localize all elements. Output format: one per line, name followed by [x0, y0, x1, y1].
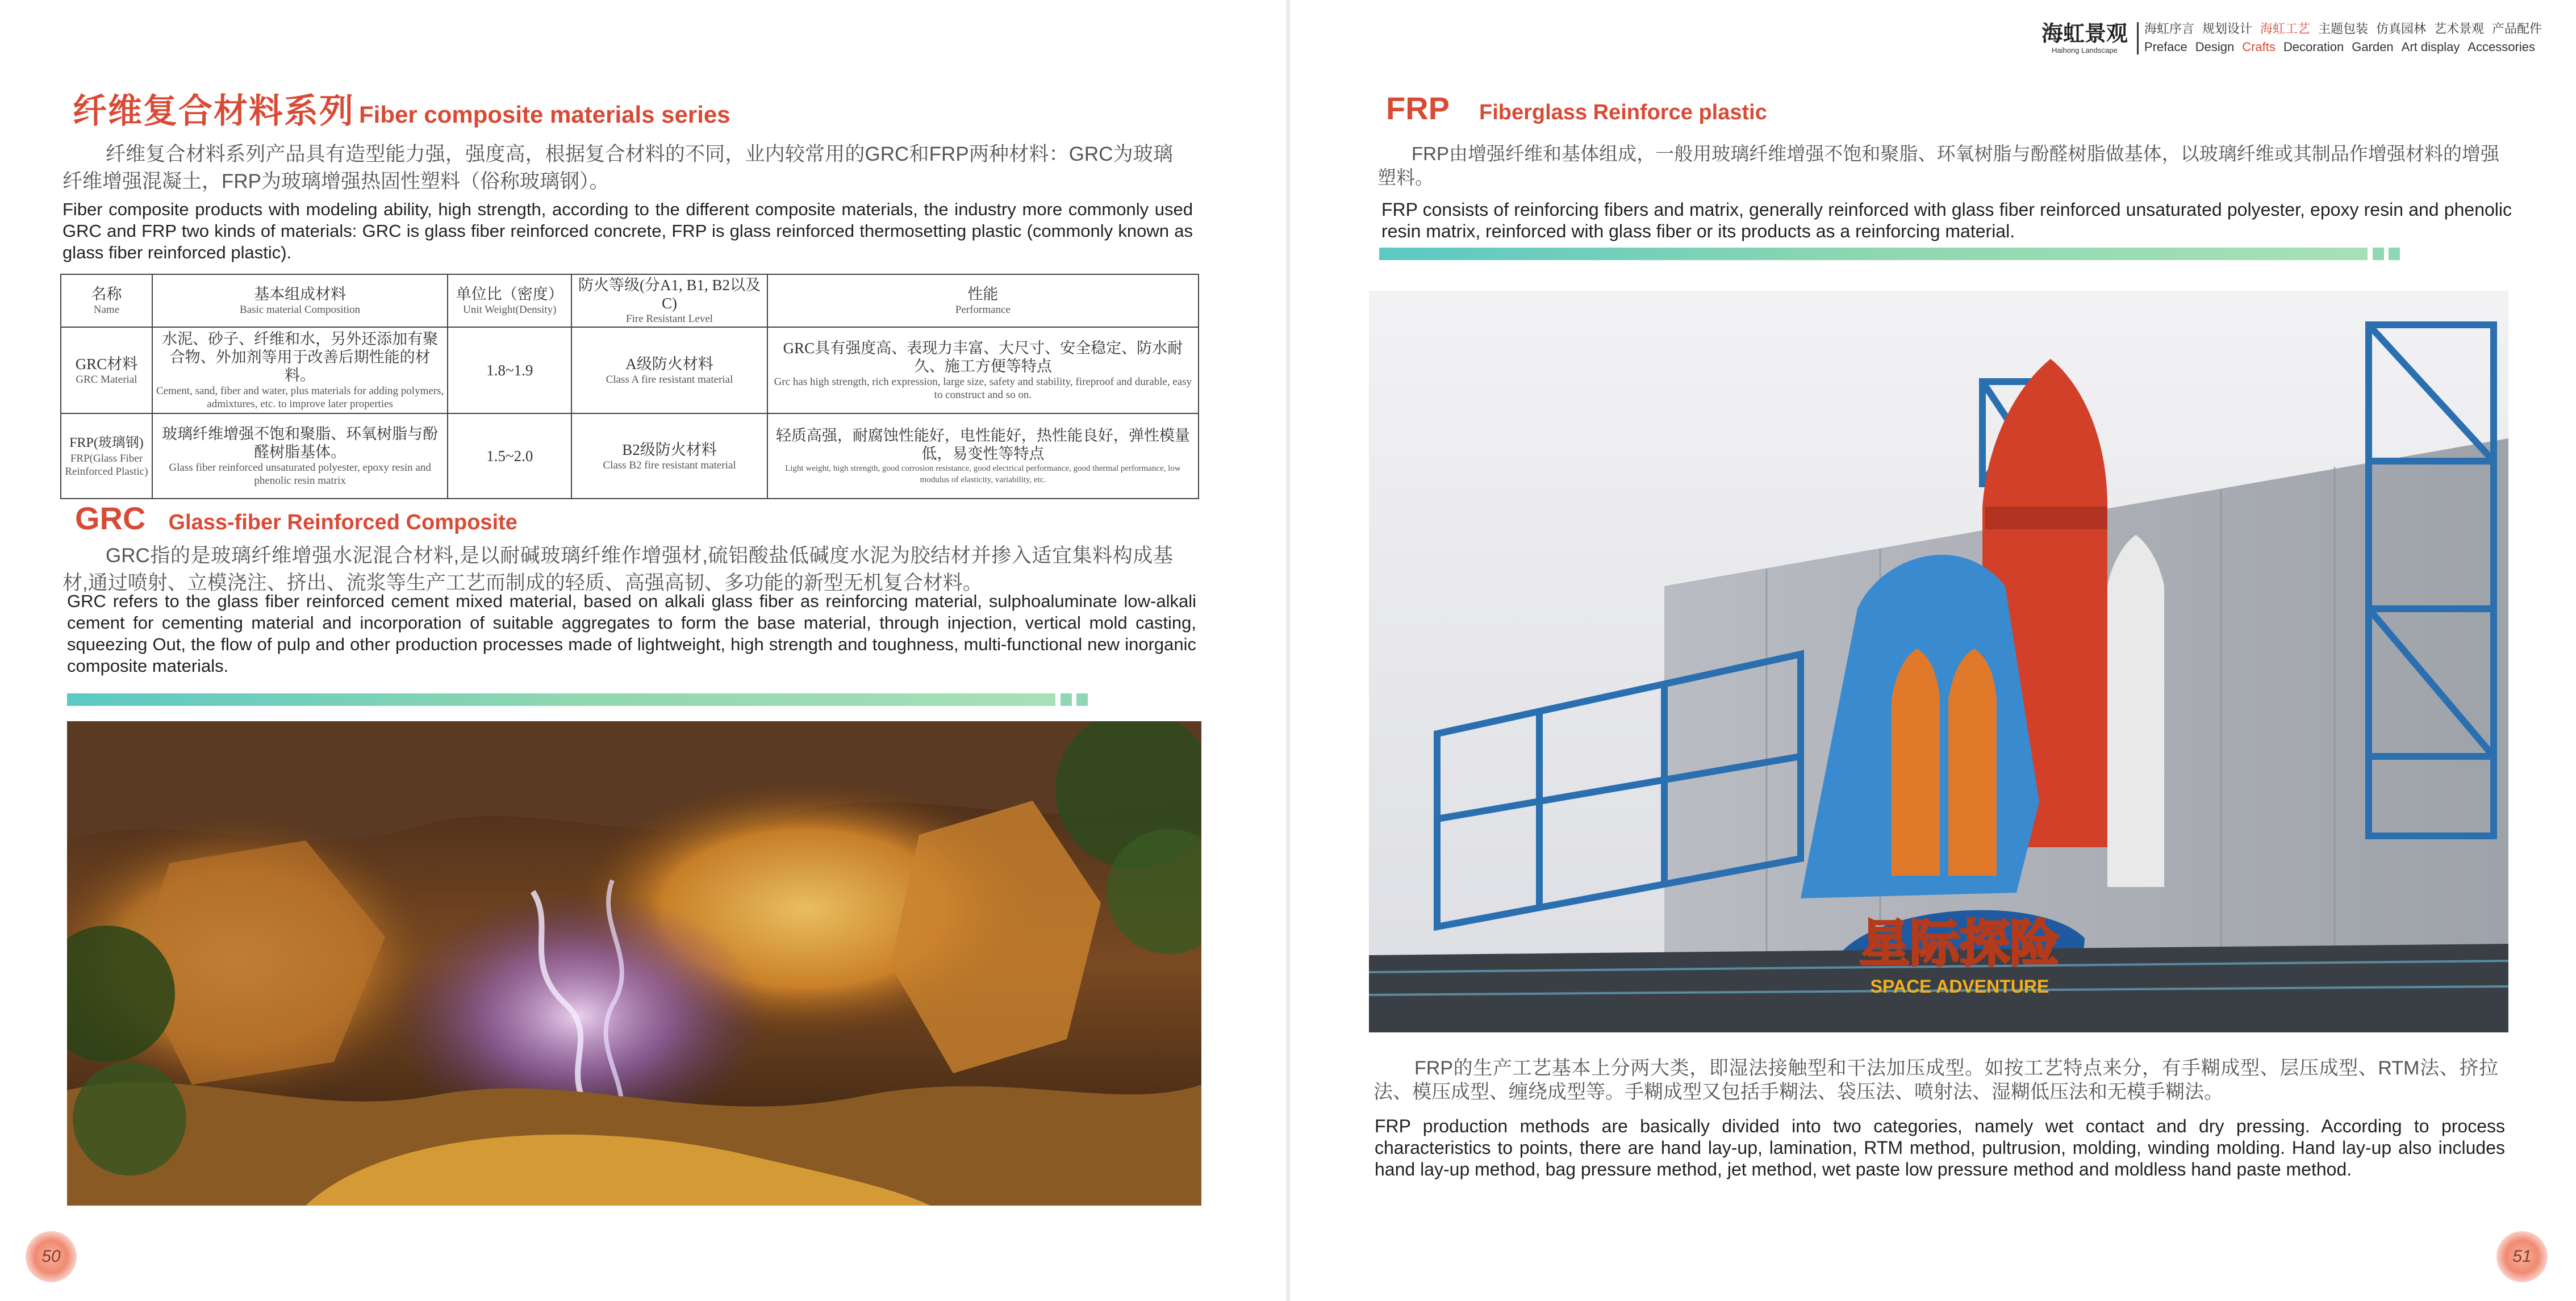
table-cell-name: GRC材料 GRC Material — [61, 327, 152, 413]
section-title-cn: 纤维复合材料系列 — [73, 92, 354, 130]
grc-grotto-photo — [67, 721, 1201, 1206]
grc-subtitle: Glass-fiber Reinforced Composite — [168, 511, 517, 534]
page-spine — [1286, 0, 1291, 1301]
nav-item-accessories[interactable]: Accessories — [2468, 40, 2535, 54]
nav-item-art-display-cn[interactable]: 艺术景观 — [2433, 22, 2484, 36]
grc-cn: GRC指的是玻璃纤维增强水泥混合材料,是以耐碱玻璃纤维作增强材,硫铝酸盐低碱度水泥为胶结材并掺入适宜集料构成基材,通过喷射、立模浇注、挤出、流浆等生产工艺而制成的轻质、高强高韧、多功能的新型无机复合材料。 — [62, 545, 1173, 594]
section-title-en: Fiber composite materials series — [359, 101, 730, 128]
frp-subtitle: Fiberglass Reinforce plastic — [1479, 101, 1767, 124]
accent-bar — [1379, 248, 2368, 260]
table-cell-composition: 玻璃纤维增强不饱和聚脂、环氧树脂与酚醛树脂基体。 Glass fiber reinforced unsaturated polyester, epoxy resin and phenolic resin matrix — [152, 413, 448, 499]
accent-square — [2373, 248, 2384, 260]
table-row — [61, 327, 1199, 413]
nav-item-design[interactable]: Design — [2195, 40, 2235, 54]
table-cell-density: 1.8~1.9 — [448, 327, 571, 413]
frp-rocket-photo — [1369, 291, 2508, 1032]
photo-sign-cn: 星际探险 — [1859, 915, 2060, 972]
nav-item-garden-cn[interactable]: 仿真园林 — [2375, 22, 2426, 36]
table-cell-name: FRP(玻璃钢) FRP(Glass Fiber Reinforced Plastic) — [61, 413, 152, 499]
frp-cn: FRP由增强纤维和基体组成，一般用玻璃纤维增强不饱和聚脂、环氧树脂与酚醛树脂做基体，以玻璃纤维或其制品作增强材料的增强塑料。 — [1377, 143, 2499, 188]
nav-item-art-display[interactable]: Art display — [2401, 40, 2460, 54]
frp-title: FRP — [1386, 90, 1450, 126]
table-row — [61, 413, 1199, 499]
nav-item-accessories-cn[interactable]: 产品配件 — [2491, 22, 2542, 36]
table-header-cell: 名称 Name — [61, 274, 152, 327]
nav-item-decoration-cn[interactable]: 主题包装 — [2318, 22, 2368, 36]
table-cell-composition: 水泥、砂子、纤维和水，另外还添加有聚合物、外加剂等用于改善后期性能的材料。 Cement, sand, fiber and water, plus materials for adding polymers, admixtures, etc. to improve later properties — [152, 327, 448, 413]
table-header-cell: 基本组成材料 Basic material Composition — [152, 274, 448, 327]
page-number-right: 51 — [2496, 1231, 2548, 1282]
grc-title: GRC — [75, 500, 146, 536]
table-cell-fire: B2级防火材料 Class B2 fire resistant material — [571, 413, 767, 499]
nav-row-cn — [2144, 20, 2542, 38]
page-number-left: 50 — [26, 1231, 77, 1282]
top-navigation — [2041, 18, 2542, 58]
accent-square — [1076, 693, 1088, 706]
frp-en: FRP consists of reinforcing fibers and matrix, generally reinforced with glass fiber reinforced unsaturated polyester, epoxy resin and phenolic resin matrix, reinforced with glass fiber or its products as a reinforcing material. — [1381, 199, 2512, 241]
table-header-cell: 防火等级(分A1, B1, B2以及C) Fire Resistant Level — [571, 274, 767, 327]
table-header-cell: 性能 Performance — [767, 274, 1199, 327]
table-cell-performance: GRC具有强度高、表现力丰富、大尺寸、安全稳定、防水耐久、施工方便等特点 Grc has high strength, rich expression, large size, safety and stability, fireproof and durable, easy to construct and so on. — [767, 327, 1199, 413]
accent-bar — [67, 693, 1055, 706]
nav-item-design-cn[interactable]: 规划设计 — [2202, 22, 2252, 36]
nav-item-preface[interactable]: Preface — [2144, 40, 2187, 54]
table-cell-density: 1.5~2.0 — [448, 413, 571, 499]
grc-heading — [75, 500, 517, 537]
nav-item-crafts-cn[interactable]: 海虹工艺 — [2260, 22, 2310, 36]
frp-process-cn: FRP的生产工艺基本上分两大类，即湿法接触型和干法加压成型。如按工艺特点来分，有手糊成型、层压成型、RTM法、挤拉法、模压成型、缠绕成型等。手糊成型又包括手糊法、袋压法、喷射法、湿糊低压法和无模手糊法。 — [1373, 1057, 2498, 1103]
brand-logo[interactable]: 海虹景观 Haihong Landscape — [2041, 22, 2139, 55]
nav-item-garden[interactable]: Garden — [2352, 40, 2394, 54]
frp-heading — [1386, 90, 1767, 127]
accent-square — [2389, 248, 2400, 260]
table-header-row — [61, 274, 1199, 327]
grc-en: GRC refers to the glass fiber reinforced cement mixed material, based on alkali glass fiber as reinforcing material, sulphoaluminate low-alkali cement for cementing material and incorporation of suitable aggregates to form the base material, through injection, vertical mold casting, squeezing Out, the flow of pulp and other production processes made of lightweight, high strength and toughness, multi-functional new inorganic composite materials. — [67, 591, 1196, 676]
frp-process-en: FRP production methods are basically divided into two categories, namely wet contact and dry pressing. According to process characteristics to points, there are hand lay-up, lamination, RTM method, pultrusion, molding, winding molding. Hand lay-up also includes hand lay-up method, bag pressure method, jet method, wet paste low pressure method and moldless hand paste method. — [1375, 1116, 2505, 1179]
intro-en: Fiber composite products with modeling ability, high strength, according to the different composite materials, the industry more commonly used GRC and FRP two kinds of materials: GRC is glass fiber reinforced concrete, FRP is glass reinforced thermosetting plastic (commonly known as glass fiber reinforced plastic). — [62, 199, 1193, 262]
nav-item-decoration[interactable]: Decoration — [2283, 40, 2344, 54]
photo-sign-en: SPACE ADVENTURE — [1870, 976, 2049, 997]
nav-item-preface-cn[interactable]: 海虹序言 — [2144, 22, 2194, 36]
accent-square — [1061, 693, 1072, 706]
section-title — [73, 84, 730, 133]
table-header-cell: 单位比（密度） Unit Weight(Density) — [448, 274, 571, 327]
table-cell-fire: A级防火材料 Class A fire resistant material — [571, 327, 767, 413]
nav-item-crafts[interactable]: Crafts — [2242, 40, 2276, 54]
nav-row-en — [2144, 38, 2542, 56]
materials-table — [60, 274, 1199, 499]
table-cell-performance: 轻质高强，耐腐蚀性能好，电性能好，热性能良好，弹性模量低，易变性等特点 Light weight, high strength, good corrosion resistance, good electrical performance, good thermal performance, low modulus of elasticity, variability, etc. — [767, 413, 1199, 499]
intro-cn: 纤维复合材料系列产品具有造型能力强，强度高，根据复合材料的不同，业内较常用的GRC和FRP两种材料：GRC为玻璃纤维增强混凝土，FRP为玻璃增强热固性塑料（俗称玻璃钢）。 — [62, 143, 1173, 193]
